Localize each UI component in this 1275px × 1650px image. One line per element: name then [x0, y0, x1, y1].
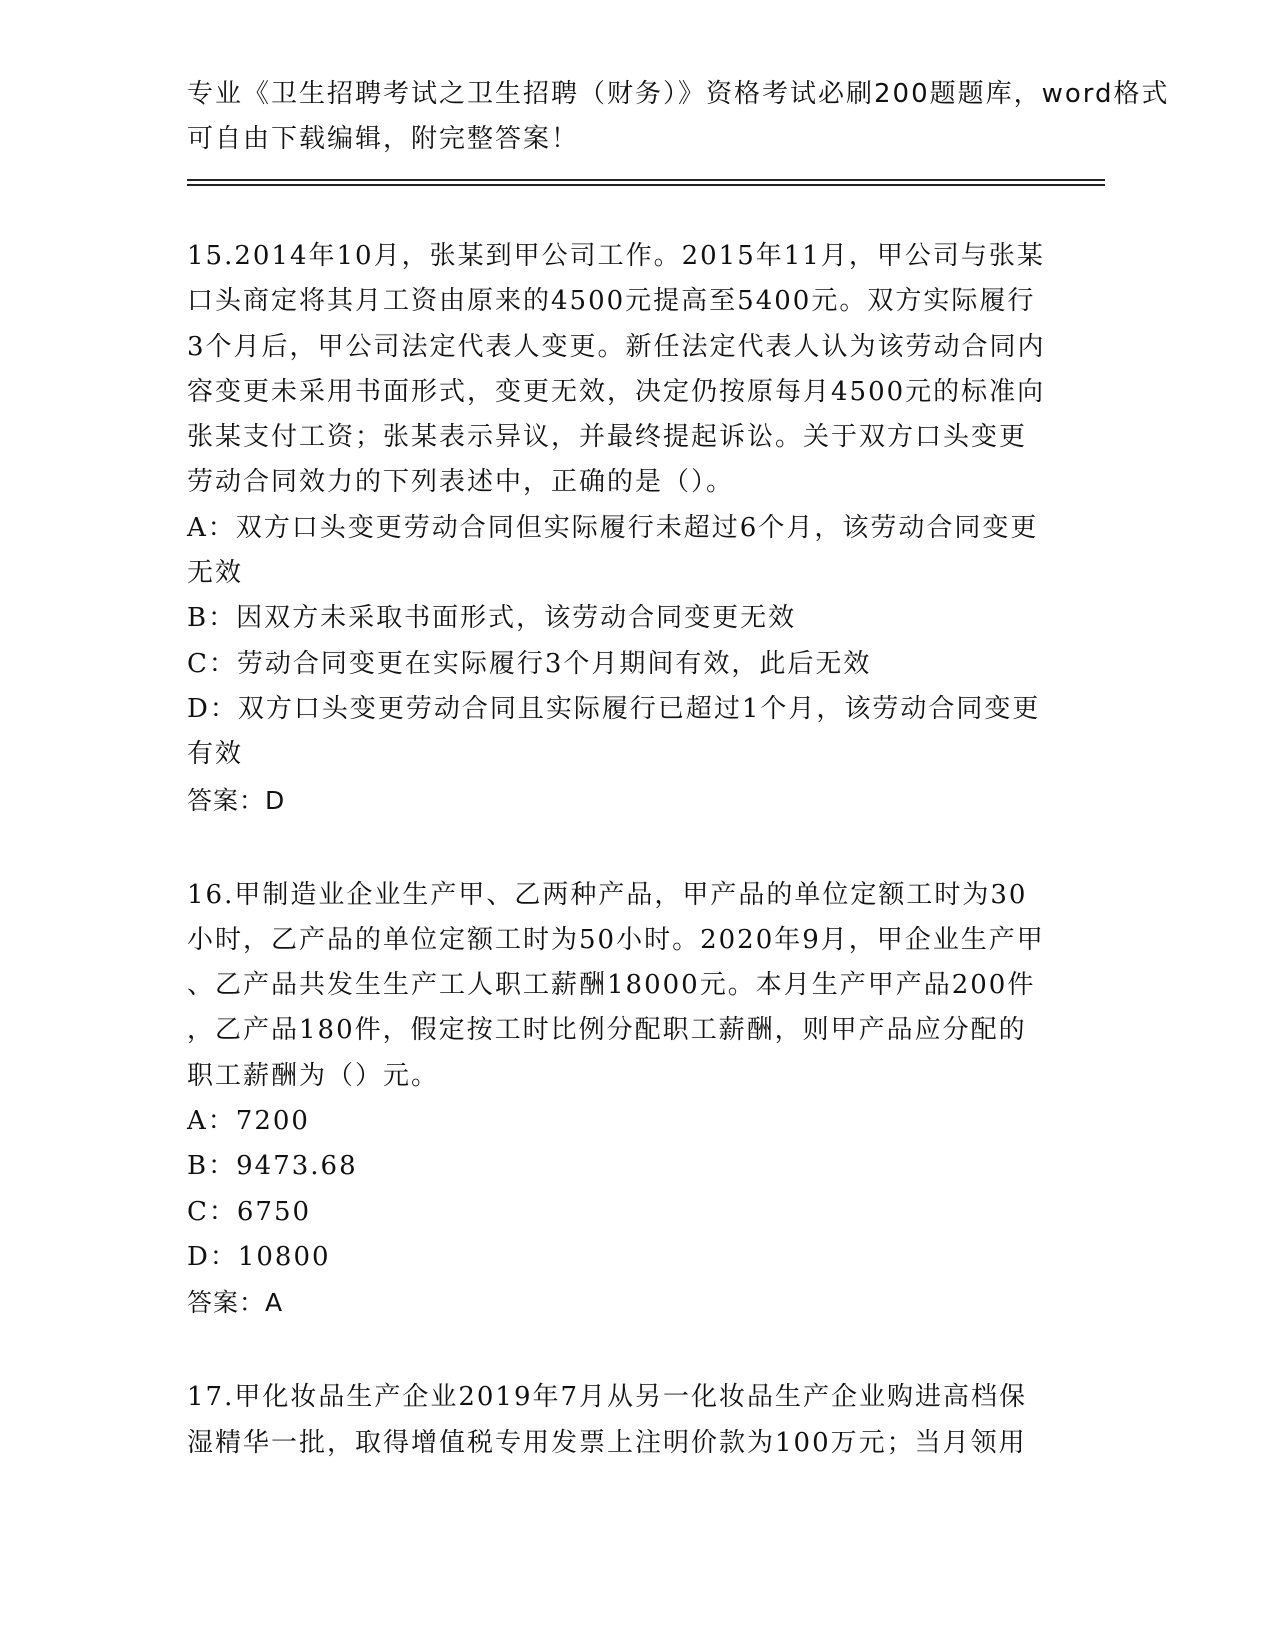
header-rule-top: [187, 179, 1105, 181]
option-a-continued: 无效: [187, 558, 244, 589]
option-d: D：双方口头变更劳动合同且实际履行已超过1个月，该劳动合同变更: [187, 693, 1041, 724]
question-line: 张某支付工资；张某表示异议，并最终提起诉讼。关于双方口头变更: [187, 422, 1028, 453]
option-b: B：因双方未采取书面形式，该劳动合同变更无效: [187, 603, 797, 634]
question-17: [187, 1375, 1087, 1466]
answer-line: 答案：D: [187, 785, 286, 815]
question-15: [187, 234, 1087, 823]
question-line: 容变更未采用书面形式，变更无效，决定仍按原每月4500元的标准向: [187, 376, 1046, 407]
header-title-line-2: 可自由下载编辑，附完整答案！: [187, 124, 580, 155]
document-body: [187, 234, 1087, 1516]
question-line: 3个月后，甲公司法定代表人变更。新任法定代表人认为该劳动合同内: [187, 331, 1046, 362]
header-title-line-1: 专业《卫生招聘考试之卫生招聘（财务）》资格考试必刷200题题库，word格式: [187, 79, 1170, 109]
question-line: 16.甲制造业企业生产甲、乙两种产品，甲产品的单位定额工时为30: [187, 879, 1028, 910]
question-16: [187, 873, 1087, 1326]
question-line: 15.2014年10月，张某到甲公司工作。2015年11月，甲公司与张某: [187, 241, 1045, 271]
answer-line: 答案：A: [187, 1288, 284, 1318]
question-line: 小时，乙产品的单位定额工时为50小时。2020年9月，甲企业生产甲: [187, 924, 1045, 955]
question-line: 劳动合同效力的下列表述中，正确的是（）。: [187, 467, 735, 498]
question-line: 、乙产品共发生生产工人职工薪酬18000元。本月生产甲产品200件: [187, 970, 1036, 1001]
option-a: A：双方口头变更劳动合同但实际履行未超过6个月，该劳动合同变更: [187, 512, 1039, 543]
option-d: D：10800: [187, 1241, 331, 1272]
question-line: 17.甲化妆品生产企业2019年7月从另一化妆品生产企业购进高档保: [187, 1382, 1028, 1413]
option-d-continued: 有效: [187, 739, 244, 770]
header-rule-bottom: [187, 184, 1105, 186]
question-line: ，乙产品180件，假定按工时比例分配职工薪酬，则甲产品应分配的: [187, 1015, 1027, 1046]
option-c: C：6750: [187, 1196, 312, 1227]
question-line: 口头商定将其月工资由原来的4500元提高至5400元。双方实际履行: [187, 286, 1036, 317]
option-a: A：7200: [187, 1106, 310, 1137]
question-line: 湿精华一批，取得增值税专用发票上注明价款为100万元；当月领用: [187, 1427, 1027, 1458]
option-c: C：劳动合同变更在实际履行3个月期间有效，此后无效: [187, 648, 872, 679]
question-line: 职工薪酬为（）元。: [187, 1060, 440, 1091]
option-b: B：9473.68: [187, 1151, 358, 1182]
document-header: [187, 72, 1170, 163]
